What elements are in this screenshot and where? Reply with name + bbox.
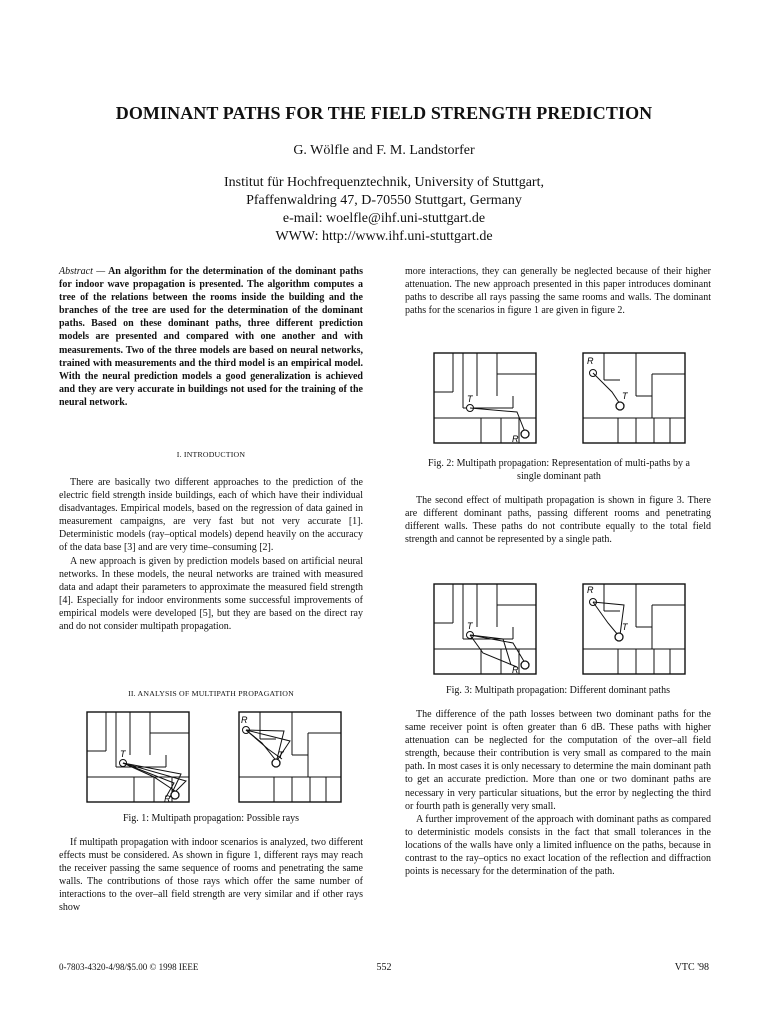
figure-1-right-floorplan (238, 711, 342, 803)
paragraph: The difference of the path losses between two dominant paths for the same receiver point is often greater than 6 dB. These paths with higher attenuation can be neglected for the computation of the over–all field strength, because their contribution is very small as compared to the main path. In most cases it is only necessary to determine the main dominant path to get an accurate prediction. More than one or two dominant paths are necessary in very particular situations, but the error by neglecting the third or fourth path is generally very small. (405, 709, 711, 812)
paragraph: more interactions, they can generally be neglected because of their higher attenuation. The new approach presented in this paper introduces dominant paths to describe all rays passing the same rooms and walls. The dominant paths for the scenarios in figure 1 are given in figure 2. (405, 266, 711, 317)
analysis-body (59, 836, 363, 915)
footer-conference: VTC '98 (674, 962, 709, 973)
figure-2-right-floorplan (582, 352, 686, 444)
section-heading-analysis: II. ANALYSIS OF MULTIPATH PROPAGATION (128, 689, 294, 698)
page-number: 552 (376, 962, 392, 973)
email-line: e-mail: woelfle@ihf.uni-stuttgart.de (282, 211, 486, 226)
abstract-label: Abstract — (59, 266, 106, 277)
abstract-text: An algorithm for the determination of the dominant paths for indoor wave propagation is presented. The algorithm computes a tree of the relations between the rooms inside the building and the branches of the tree are used for the determination of the dominant paths. Based on these dominant paths, three different prediction models are presented and compared with one another and with measurements. Two of the three models are based on neural networks, trained with measurements and the third model is an empirical model. With the neural prediction models a good generalization is achieved and they are very accurate in buildings not used for the training of the neural network. (59, 266, 364, 408)
paragraph: If multipath propagation with indoor scenarios is analyzed, two different effects must be considered. As shown in figure 1, different rays may reach the receiver passing the same sequence of rooms and penetrating the same walls. The contributions of those rays which offer the same number of interactions to the over–all field strength are very similar and if other rays show (59, 837, 363, 914)
tx-label: T (467, 621, 473, 631)
rx-label: R (512, 665, 519, 675)
rx-label: R (241, 715, 248, 725)
rx-label: R (587, 356, 594, 366)
figure-3-caption: Fig. 3: Multipath propagation: Different dominant paths (446, 685, 670, 696)
affiliation-line: Pfaffenwaldring 47, D-70550 Stuttgart, Germany (246, 193, 522, 208)
abstract (59, 265, 363, 409)
right-column-bottom (405, 708, 711, 878)
footer-copyright: 0-7803-4320-4/98/$5.00 © 1998 IEEE (59, 962, 199, 972)
paragraph: There are basically two different approaches to the prediction of the electric field strength inside buildings, each of which have their individual disadvantages. Empirical models, based on the regression of data gained in measurement campaigns, are very fast but not very accurate [1]. Deterministic models (ray–optical models) depend heavily on the accuracy of the data base [3] and are very time–consuming [2]. (59, 477, 363, 554)
tx-label: T (278, 750, 284, 760)
figure-1-caption: Fig. 1: Multipath propagation: Possible rays (122, 813, 300, 824)
affiliation (0, 174, 768, 246)
tx-label: T (622, 391, 628, 401)
rx-label: R (512, 434, 519, 444)
figure-2-left-floorplan (433, 352, 537, 444)
rx-label: R (587, 585, 594, 595)
right-column-top (405, 265, 711, 317)
figure-2-caption: Fig. 2: Multipath propagation: Representation of multi-paths by a single dominant path (428, 458, 690, 482)
affiliation-line: Institut für Hochfrequenztechnik, University of Stuttgart, (224, 175, 544, 190)
tx-label: T (467, 394, 473, 404)
figure-3-left-floorplan (433, 583, 537, 675)
rx-label: R (164, 794, 171, 803)
website-line: WWW: http://www.ihf.uni-stuttgart.de (275, 229, 493, 244)
paragraph: The second effect of multipath propagation is shown in figure 3. There are different dominant paths, passing different rooms and penetrating different walls. These paths do not contribute equally to the total field strength and cannot be represented by a single path. (405, 495, 711, 546)
paragraph: A new approach is given by prediction models based on artificial neural networks. In these models, the neural networks are trained with measured data and adapt their parameters to approximate the measured field strength [4]. Especially for indoor environments some successful improvements of empirical models were developed [5], but they are based on the direct ray and do not consider multipath propagation. (59, 555, 363, 633)
tx-label: T (120, 749, 126, 759)
tx-label: T (622, 622, 628, 632)
paper-title: DOMINANT PATHS FOR THE FIELD STRENGTH PREDICTION (115, 103, 653, 123)
figure-3-right-floorplan (582, 583, 686, 675)
introduction-body (59, 476, 363, 633)
figure-1-left-floorplan (86, 711, 190, 803)
section-heading-introduction: I. INTRODUCTION (176, 450, 246, 459)
paragraph: A further improvement of the approach with dominant paths as compared to deterministic models consists in the fact that small tolerances in the locations of the walls have only a limited influence on the paths, because in contrast to the ray–optics no exact location of the reflection and diffraction points is necessary for the determination of the path. (405, 813, 711, 878)
authors: G. Wölfle and F. M. Landstorfer (293, 143, 475, 158)
right-column-mid (405, 494, 711, 546)
